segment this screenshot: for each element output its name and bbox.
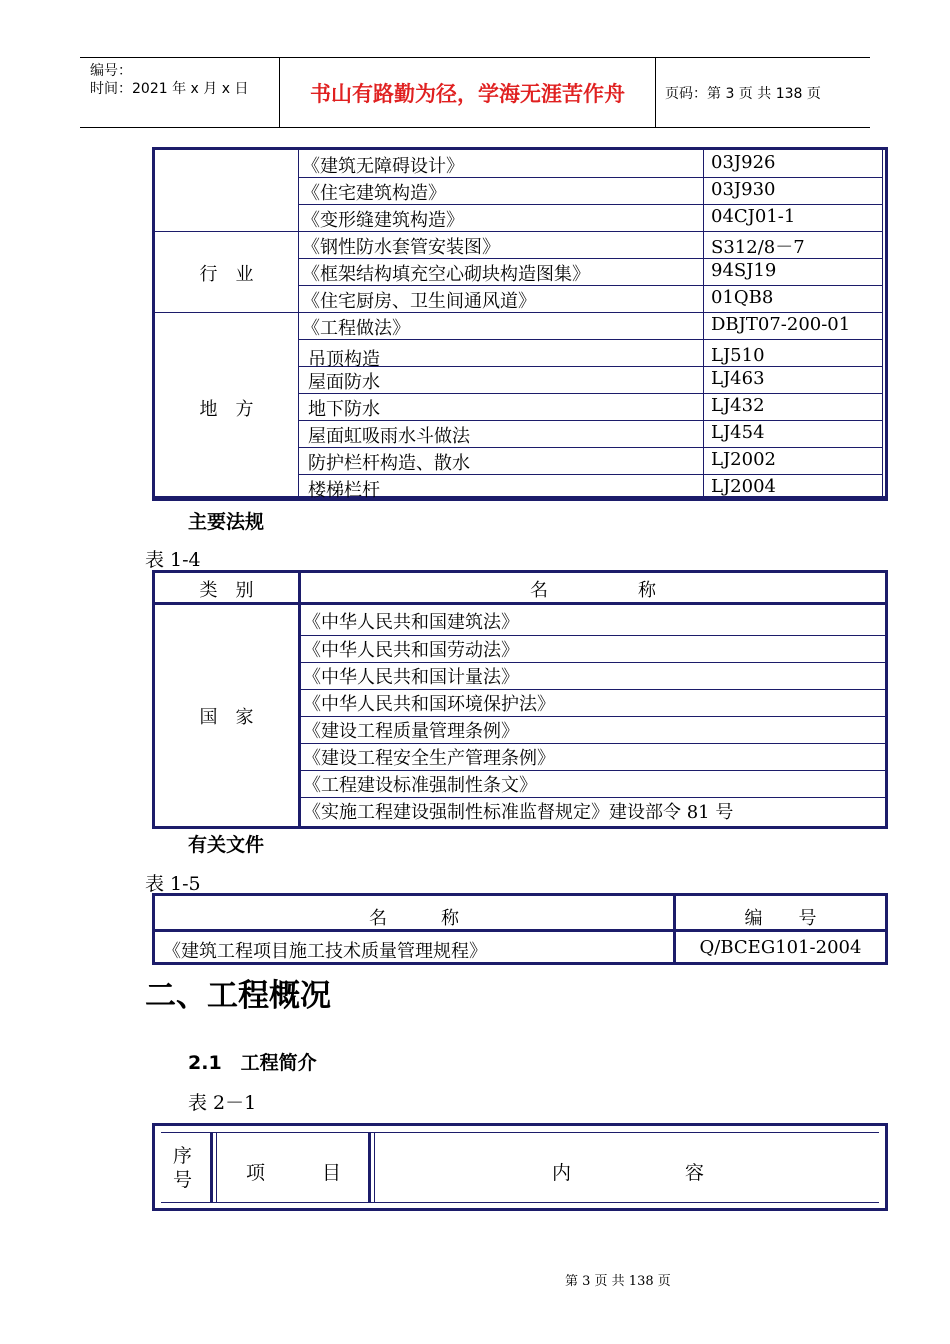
standard-name: 屋面防水 <box>308 372 380 393</box>
regulation-item: 《建设工程质量管理条例》 <box>303 721 519 742</box>
section-documents-title: 有关文件 <box>188 834 265 856</box>
heading-project-overview: 二、工程概况 <box>145 978 331 1014</box>
regulation-item: 《中华人民共和国劳动法》 <box>303 640 519 661</box>
standard-code: LJ463 <box>711 368 765 389</box>
standard-code: 03J930 <box>711 179 776 200</box>
regulation-item: 《中华人民共和国环境保护法》 <box>303 694 555 715</box>
regulations-table <box>152 570 888 829</box>
regulation-item: 《工程建设标准强制性条文》 <box>303 775 537 796</box>
standard-code: 04CJ01-1 <box>711 206 796 227</box>
page-header <box>80 57 870 128</box>
standard-code: DBJT07-200-01 <box>711 314 851 335</box>
doc-header-code: 编 号 <box>744 908 817 929</box>
regulation-item: 《实施工程建设强制性标准监督规定》建设部令 81 号 <box>303 802 734 823</box>
category-national: 国 家 <box>199 707 254 728</box>
standard-name: 地下防水 <box>308 399 380 420</box>
header-page-info: 页码：第 3 页 共 138 页 <box>665 85 821 102</box>
standard-code: LJ2004 <box>711 476 776 497</box>
standard-name: 防护栏杆构造、散水 <box>308 453 470 474</box>
standard-code: LJ2002 <box>711 449 776 470</box>
doc-header-name: 名 称 <box>369 908 459 929</box>
standards-table <box>152 147 888 501</box>
category-local: 地 方 <box>199 399 254 420</box>
documents-table <box>152 893 888 965</box>
header-category: 类 别 <box>199 580 254 601</box>
table-2-1-caption: 表 2－1 <box>188 1092 257 1114</box>
standard-name: 《变形缝建筑构造》 <box>302 210 464 231</box>
category-industry: 行 业 <box>199 264 254 285</box>
section-regulations-title: 主要法规 <box>188 511 265 533</box>
standard-name: 吊顶构造 <box>308 349 380 370</box>
header-meta <box>80 58 280 127</box>
doc-row-name: 《建筑工程项目施工技术质量管理规程》 <box>163 941 487 962</box>
regulation-item: 《中华人民共和国计量法》 <box>303 667 519 688</box>
standard-code: LJ454 <box>711 422 765 443</box>
header-content: 内 容 <box>551 1162 704 1184</box>
standard-code: 03J926 <box>711 152 776 173</box>
heading-project-intro: 2.1 工程简介 <box>188 1052 317 1074</box>
regulation-item: 《建设工程安全生产管理条例》 <box>303 748 555 769</box>
standard-name: 屋面虹吸雨水斗做法 <box>308 426 470 447</box>
header-item: 项 目 <box>245 1162 341 1184</box>
standard-name: 《住宅厨房、卫生间通风道》 <box>302 291 536 312</box>
standard-name: 《建筑无障碍设计》 <box>302 156 464 177</box>
standard-code: 01QB8 <box>711 287 774 308</box>
standard-name: 《钢性防水套管安装图》 <box>302 237 500 258</box>
project-intro-table <box>152 1123 888 1211</box>
table-1-4-caption: 表 1-4 <box>145 549 201 571</box>
regulation-item: 《中华人民共和国建筑法》 <box>303 612 519 633</box>
table-1-5-caption: 表 1-5 <box>145 873 201 895</box>
standard-code: LJ510 <box>711 345 765 366</box>
doc-row-code: Q/BCEG101-2004 <box>699 937 862 958</box>
header-serial-no: 序号 <box>173 1145 193 1191</box>
standard-code: S312/8－7 <box>711 237 805 258</box>
time-label: 时间：2021 年 x 月 x 日 <box>90 81 249 97</box>
header-motto: 书山有路勤为径，学海无涯苦作舟 <box>280 58 656 127</box>
standard-code: 94SJ19 <box>711 260 777 281</box>
standard-name: 《框架结构填充空心砌块构造图集》 <box>302 264 590 285</box>
standard-name: 《工程做法》 <box>302 318 410 339</box>
standard-code: LJ432 <box>711 395 765 416</box>
page-footer: 第 3 页 共 138 页 <box>565 1274 671 1289</box>
standard-name: 《住宅建筑构造》 <box>302 183 446 204</box>
header-name: 名 称 <box>530 580 656 601</box>
number-label: 编号： <box>90 63 132 79</box>
standard-name: 楼梯栏杆 <box>308 480 380 501</box>
